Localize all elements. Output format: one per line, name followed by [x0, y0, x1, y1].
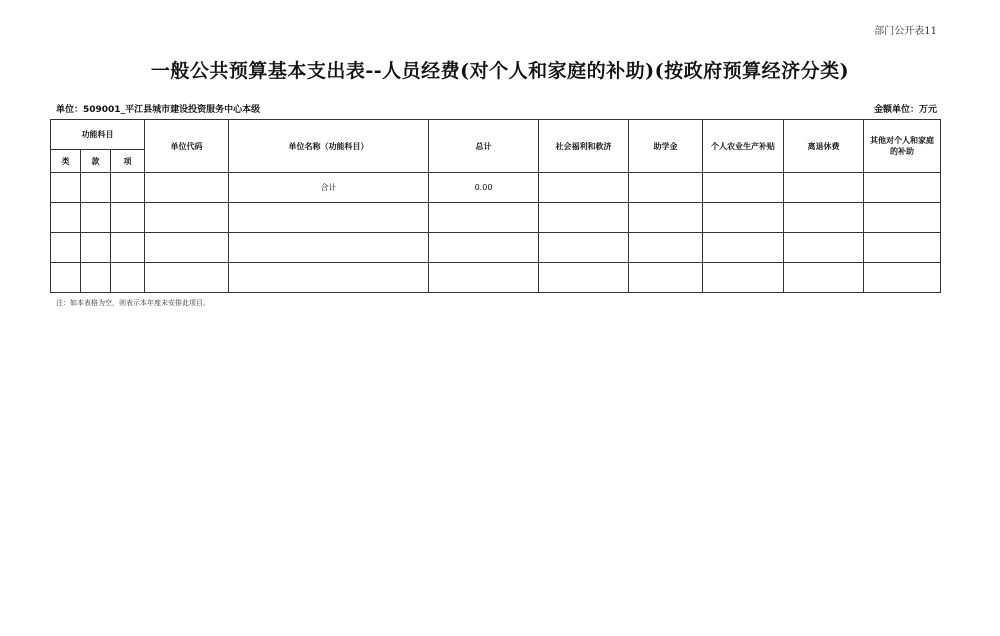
footnote: 注：如本表格为空，则表示本年度未安排此项目。 [56, 299, 210, 307]
cell-social-welfare [539, 203, 629, 233]
table-row [51, 233, 941, 263]
cell-social-welfare [539, 263, 629, 293]
cell-social-welfare [539, 173, 629, 203]
cell-category [51, 203, 81, 233]
header-other-subsidy: 其他对个人和家庭的补助 [864, 120, 941, 173]
cell-student-aid [629, 263, 703, 293]
cell-section [81, 233, 111, 263]
cell-agri-subsidy [703, 263, 784, 293]
cell-unit-name [229, 233, 429, 263]
cell-retirement [784, 203, 864, 233]
cell-section [81, 173, 111, 203]
unit-line [56, 102, 937, 115]
cell-agri-subsidy [703, 173, 784, 203]
unit-label: 单位：509001_平江县城市建设投资服务中心本级 [56, 105, 261, 115]
header-unit-name: 单位名称（功能科目） [229, 120, 429, 173]
cell-agri-subsidy [703, 203, 784, 233]
header-unit-code: 单位代码 [145, 120, 229, 173]
cell-other-subsidy [864, 263, 941, 293]
cell-category [51, 233, 81, 263]
cell-unit-code [145, 263, 229, 293]
header-student-aid: 助学金 [629, 120, 703, 173]
cell-item [111, 233, 145, 263]
page-title: 一般公共预算基本支出表--人员经费(对个人和家庭的补助)(按政府预算经济分类) [150, 60, 850, 82]
header-agri-subsidy: 个人农业生产补贴 [703, 120, 784, 173]
cell-total [429, 203, 539, 233]
cell-retirement [784, 263, 864, 293]
cell-other-subsidy [864, 203, 941, 233]
cell-unit-name [229, 203, 429, 233]
cell-item [111, 203, 145, 233]
table-row [51, 203, 941, 233]
cell-item [111, 263, 145, 293]
cell-unit-code [145, 203, 229, 233]
cell-student-aid [629, 173, 703, 203]
header-retirement: 离退休费 [784, 120, 864, 173]
header-social-welfare: 社会福利和救济 [539, 120, 629, 173]
cell-total [429, 263, 539, 293]
header-total: 总计 [429, 120, 539, 173]
cell-unit-code [145, 233, 229, 263]
cell-total: 0.00 [429, 173, 539, 203]
cell-social-welfare [539, 233, 629, 263]
header-category: 类 [51, 150, 81, 173]
cell-agri-subsidy [703, 233, 784, 263]
cell-other-subsidy [864, 233, 941, 263]
budget-table [50, 119, 941, 293]
header-section: 款 [81, 150, 111, 173]
cell-student-aid [629, 233, 703, 263]
header-function-subject: 功能科目 [51, 120, 145, 150]
table-row [51, 263, 941, 293]
amount-unit: 金额单位：万元 [873, 105, 937, 115]
cell-total [429, 233, 539, 263]
cell-item [111, 173, 145, 203]
page-code: 部门公开表11 [874, 26, 937, 37]
cell-retirement [784, 173, 864, 203]
cell-unit-name: 合计 [229, 173, 429, 203]
cell-section [81, 203, 111, 233]
header-item: 项 [111, 150, 145, 173]
cell-unit-name [229, 263, 429, 293]
cell-category [51, 263, 81, 293]
cell-section [81, 263, 111, 293]
cell-other-subsidy [864, 173, 941, 203]
table-row [51, 173, 941, 203]
cell-category [51, 173, 81, 203]
cell-unit-code [145, 173, 229, 203]
cell-student-aid [629, 203, 703, 233]
cell-retirement [784, 233, 864, 263]
